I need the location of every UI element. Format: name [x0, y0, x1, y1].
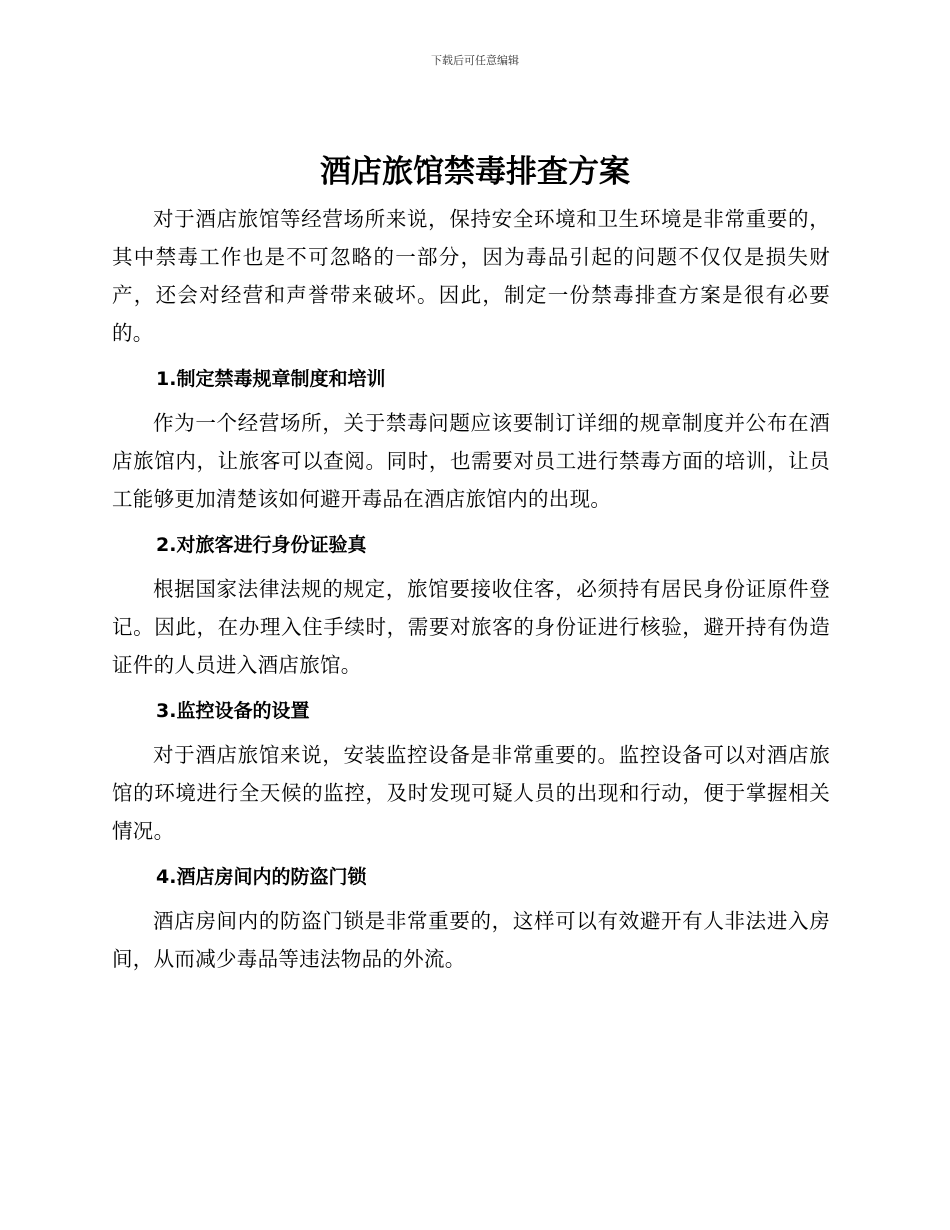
- section-4: [112, 858, 830, 978]
- section-paragraph: 对于酒店旅馆来说，安装监控设备是非常重要的。监控设备可以对酒店旅馆的环境进行全天候的监控，及时发现可疑人员的出现和行动，便于掌握相关情况。: [112, 743, 830, 843]
- section-paragraph: 作为一个经营场所，关于禁毒问题应该要制订详细的规章制度并公布在酒店旅馆内，让旅客可以查阅。同时，也需要对员工进行禁毒方面的培训，让员工能够更加清楚该如何避开毒品在酒店旅馆内的出现。: [112, 411, 830, 511]
- section-3: [112, 692, 830, 858]
- section-1: [112, 360, 830, 526]
- section-heading: 4.酒店房间内的防盗门锁: [156, 866, 367, 888]
- section-paragraph: 酒店房间内的防盗门锁是非常重要的，这样可以有效避开有人非法进入房间，从而减少毒品等违法物品的外流。: [112, 909, 830, 971]
- section-heading: 3.监控设备的设置: [156, 700, 310, 722]
- header-note: 下载后可任意编辑: [431, 54, 519, 67]
- section-paragraph: 根据国家法律法规的规定，旅馆要接收住客，必须持有居民身份证原件登记。因此，在办理入住手续时，需要对旅客的身份证进行核验，避开持有伪造证件的人员进入酒店旅馆。: [112, 577, 830, 677]
- document-title: 酒店旅馆禁毒排查方案: [320, 154, 630, 190]
- document-body: [112, 200, 830, 978]
- section-2: [112, 526, 830, 692]
- section-heading: 1.制定禁毒规章制度和培训: [156, 368, 386, 390]
- section-heading: 2.对旅客进行身份证验真: [156, 534, 367, 556]
- intro-paragraph: 对于酒店旅馆等经营场所来说，保持安全环境和卫生环境是非常重要的，其中禁毒工作也是不可忽略的一部分，因为毒品引起的问题不仅仅是损失财产，还会对经营和声誉带来破坏。因此，制定一份禁毒排查方案是很有必要的。: [112, 207, 830, 345]
